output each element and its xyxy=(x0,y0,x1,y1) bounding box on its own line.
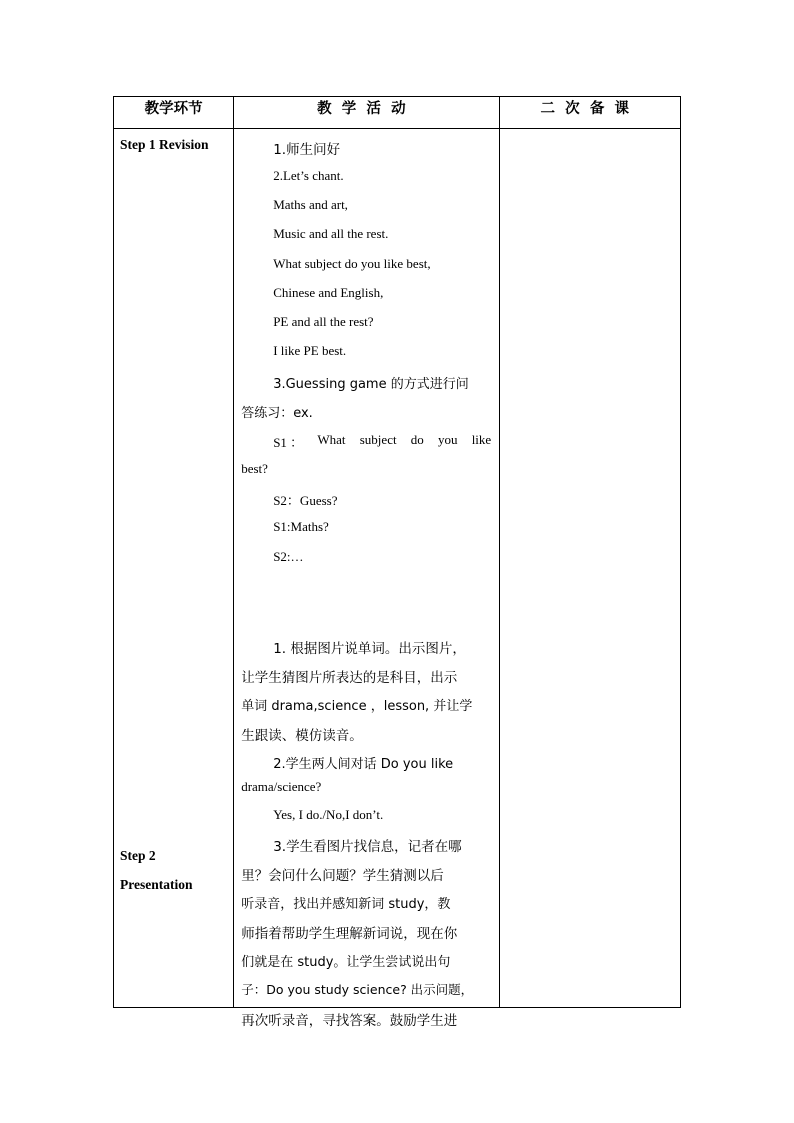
activity-line: S2:… xyxy=(273,549,304,564)
activity-line: 单词 drama,science ，lesson, 并让学 xyxy=(241,699,473,714)
activity-line: 再次听录音，寻找答案。鼓励学生进 xyxy=(241,1013,458,1029)
activity-line: 3.学生看图片找信息，记者在哪 xyxy=(273,839,462,855)
activity-line: Yes, I do./No,I don’t. xyxy=(273,807,384,822)
header-teaching-stage: 教学环节 xyxy=(114,97,234,129)
stage-cell xyxy=(114,129,234,1008)
activity-word: subject xyxy=(359,432,397,447)
activity-line: PE and all the rest? xyxy=(273,314,374,329)
activity-line: 们就是在 study。让学生尝试说出句 xyxy=(241,955,451,970)
activity-word: S1 ： xyxy=(273,435,304,450)
step2-label-line1: Step 2 xyxy=(120,848,156,863)
step2-label xyxy=(120,841,193,899)
activity-line: What subject do you like best, xyxy=(273,256,431,271)
lesson-plan-table xyxy=(113,96,681,1029)
activity-line: 1.师生问好 xyxy=(273,142,341,158)
activity-line: best? xyxy=(241,461,268,476)
activities-cell xyxy=(234,129,499,1029)
table-body-row xyxy=(114,129,681,1008)
activity-line: 2.学生两人间对话 Do you like xyxy=(273,757,454,772)
header-teaching-activities: 教学活动 xyxy=(234,97,499,129)
activity-line: 1. 根据图片说单词。出示图片， xyxy=(273,641,466,657)
activity-line: 里？会问什么问题？学生猜测以后 xyxy=(241,868,444,884)
activity-line: drama/science? xyxy=(241,779,322,794)
activity-line xyxy=(273,432,491,451)
activity-line: Music and all the rest. xyxy=(273,226,389,241)
activity-word: do xyxy=(410,432,424,447)
step1-label: Step 1 Revision xyxy=(120,137,209,152)
activity-word: What xyxy=(317,432,346,447)
activity-line: 生跟读、模仿读音。 xyxy=(241,728,363,744)
activity-line: 2.Let’s chant. xyxy=(273,168,344,183)
second-preparation-cell xyxy=(499,129,680,1008)
activity-line: 让学生猜图片所表达的是科目，出示 xyxy=(241,670,458,686)
activity-line: Maths and art, xyxy=(273,197,348,212)
activity-line: S1:Maths? xyxy=(273,519,329,534)
activity-line: 答练习：ex. xyxy=(241,406,313,421)
activity-line: 3.Guessing game 的方式进行问 xyxy=(273,377,469,392)
activity-line: I like PE best. xyxy=(273,343,347,358)
activity-line: 听录音，找出并感知新词 study，教 xyxy=(241,897,451,912)
activity-word: you xyxy=(437,432,458,447)
activity-line: Chinese and English, xyxy=(273,285,384,300)
activity-line: S2：Guess? xyxy=(273,493,338,508)
activity-word: like xyxy=(471,432,492,447)
table-header-row xyxy=(114,97,681,129)
header-second-preparation: 二次备课 xyxy=(499,97,680,129)
step2-label-line2: Presentation xyxy=(120,877,193,892)
activity-line: 师指着帮助学生理解新词说，现在你 xyxy=(241,926,458,942)
activity-line: 子：Do you study science? 出示问题， xyxy=(241,982,474,997)
